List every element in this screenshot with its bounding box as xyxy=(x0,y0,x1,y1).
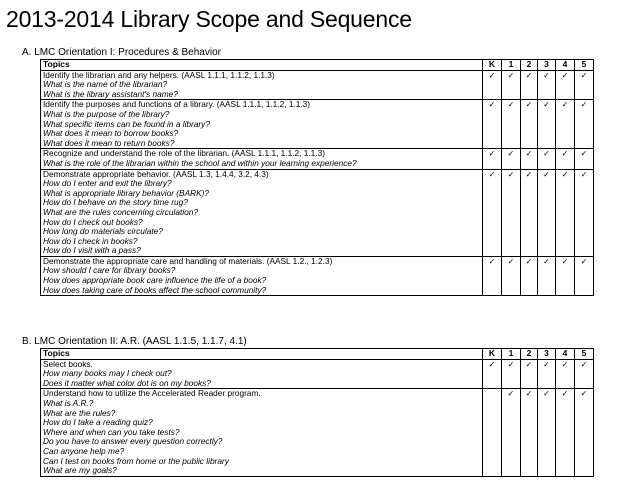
check-icon: ✓ xyxy=(575,169,594,256)
guiding-question: What specific items can be found in a library? xyxy=(43,119,210,129)
check-icon: ✓ xyxy=(521,100,538,149)
section-a-table xyxy=(40,59,594,296)
check-icon: ✓ xyxy=(538,256,556,295)
guiding-question: Do you have to answer every question correctly? xyxy=(43,437,223,447)
check-icon: ✓ xyxy=(556,100,575,149)
guiding-question: Where and when can you take tests? xyxy=(43,427,180,437)
grade-header-3: 3 xyxy=(538,349,556,360)
check-icon: ✓ xyxy=(483,169,502,256)
check-icon: ✓ xyxy=(538,359,556,389)
table-row xyxy=(41,169,594,256)
check-icon: ✓ xyxy=(483,256,502,295)
check-icon: ✓ xyxy=(502,389,521,476)
grade-header-2: 2 xyxy=(521,349,538,360)
check-icon: ✓ xyxy=(575,256,594,295)
guiding-question: What does it mean to return books? xyxy=(43,138,175,148)
guiding-question: What is the library assistant's name? xyxy=(43,89,178,99)
objective-text: Understand how to utilize the Accelerated Reader program. xyxy=(43,389,261,399)
table-row xyxy=(41,256,594,295)
table-header-row xyxy=(41,349,594,360)
grade-header-2: 2 xyxy=(521,60,538,71)
check-icon: ✓ xyxy=(556,169,575,256)
guiding-question: How long do materials circulate? xyxy=(43,227,163,237)
guiding-question: How does taking care of books affect the school community? xyxy=(43,285,267,295)
guiding-question: What are the rules concerning circulation? xyxy=(43,207,198,217)
check-icon: ✓ xyxy=(521,169,538,256)
guiding-question: How do I visit with a pass? xyxy=(43,246,141,256)
check-icon: ✓ xyxy=(538,389,556,476)
guiding-question: Can anyone help me? xyxy=(43,446,125,456)
grade-header-4: 4 xyxy=(556,60,575,71)
guiding-question: What is the purpose of the library? xyxy=(43,109,170,119)
guiding-question: What is A.R.? xyxy=(43,398,94,408)
check-icon: ✓ xyxy=(483,100,502,149)
table-row xyxy=(41,149,594,169)
guiding-question: How should I care for library books? xyxy=(43,266,176,276)
check-icon: ✓ xyxy=(538,100,556,149)
grade-header-k: K xyxy=(483,60,502,71)
check-icon: ✓ xyxy=(575,149,594,169)
check-icon: ✓ xyxy=(538,70,556,100)
grade-header-3: 3 xyxy=(538,60,556,71)
guiding-question: How do I enter and exit the library? xyxy=(43,179,172,189)
topic-cell xyxy=(41,70,483,100)
guiding-question: How do I check in books? xyxy=(43,236,138,246)
guiding-question: How do I behave on the story time rug? xyxy=(43,198,188,208)
guiding-question: What are the rules? xyxy=(43,408,116,418)
check-icon: ✓ xyxy=(575,100,594,149)
topic-cell xyxy=(41,389,483,476)
grade-header-1: 1 xyxy=(502,349,521,360)
guiding-question: How many books may I check out? xyxy=(43,369,172,379)
empty-grade-cell xyxy=(483,389,502,476)
topic-cell xyxy=(41,359,483,389)
check-icon: ✓ xyxy=(538,149,556,169)
guiding-question: What does it mean to borrow books? xyxy=(43,129,179,139)
check-icon: ✓ xyxy=(556,149,575,169)
guiding-question: How do I check out books? xyxy=(43,217,143,227)
topics-header: Topics xyxy=(41,349,483,360)
check-icon: ✓ xyxy=(556,389,575,476)
check-icon: ✓ xyxy=(502,149,521,169)
objective-text: Demonstrate appropriate behavior. (AASL 1.3, 1.4.4, 3.2, 4.3) xyxy=(43,169,269,179)
check-icon: ✓ xyxy=(556,256,575,295)
objective-text: Identify the librarian and any helpers. (AASL 1.1.1, 1.1.2, 1.1.3) xyxy=(43,70,275,80)
check-icon: ✓ xyxy=(483,359,502,389)
check-icon: ✓ xyxy=(575,389,594,476)
check-icon: ✓ xyxy=(483,149,502,169)
check-icon: ✓ xyxy=(538,169,556,256)
check-icon: ✓ xyxy=(483,70,502,100)
check-icon: ✓ xyxy=(556,359,575,389)
check-icon: ✓ xyxy=(556,70,575,100)
check-icon: ✓ xyxy=(502,256,521,295)
check-icon: ✓ xyxy=(575,359,594,389)
check-icon: ✓ xyxy=(521,70,538,100)
section-a-heading: A. LMC Orientation I: Procedures & Behavior xyxy=(22,47,221,58)
guiding-question: What are my goals? xyxy=(43,466,117,476)
table-header-row xyxy=(41,60,594,71)
guiding-question: What is the role of the librarian within the school and within your learning experience? xyxy=(43,158,357,168)
check-icon: ✓ xyxy=(502,359,521,389)
objective-text: Recognize and understand the role of the librarian. (AASL 1.1.1, 1.1.2, 1.1.3) xyxy=(43,149,325,159)
table-row xyxy=(41,70,594,100)
grade-header-1: 1 xyxy=(502,60,521,71)
check-icon: ✓ xyxy=(502,169,521,256)
section-b-table xyxy=(40,348,594,477)
guiding-question: How does appropriate book care influence the life of a book? xyxy=(43,276,267,286)
check-icon: ✓ xyxy=(521,256,538,295)
topic-cell xyxy=(41,169,483,256)
check-icon: ✓ xyxy=(502,100,521,149)
page-title: 2013-2014 Library Scope and Sequence xyxy=(6,6,412,32)
table-row xyxy=(41,359,594,389)
topic-cell xyxy=(41,100,483,149)
objective-text: Identify the purposes and functions of a library. (AASL 1.1.1, 1.1.2, 1.1.3) xyxy=(43,100,311,110)
guiding-question: Does it matter what color dot is on my books? xyxy=(43,378,211,388)
grade-header-4: 4 xyxy=(556,349,575,360)
check-icon: ✓ xyxy=(521,389,538,476)
check-icon: ✓ xyxy=(502,70,521,100)
table-row xyxy=(41,100,594,149)
check-icon: ✓ xyxy=(521,149,538,169)
table-row xyxy=(41,389,594,476)
guiding-question: What is appropriate library behavior (BARK)? xyxy=(43,188,210,198)
topic-cell xyxy=(41,256,483,295)
objective-text: Demonstrate the appropriate care and handling of materials. (AASL 1.2., 1.2.3) xyxy=(43,256,333,266)
grade-header-5: 5 xyxy=(575,349,594,360)
section-b-heading: B. LMC Orientation II: A.R. (AASL 1.1.5, 1.1.7, 4.1) xyxy=(22,336,247,347)
grade-header-k: K xyxy=(483,349,502,360)
topics-header: Topics xyxy=(41,60,483,71)
check-icon: ✓ xyxy=(521,359,538,389)
check-icon: ✓ xyxy=(575,70,594,100)
topic-cell xyxy=(41,149,483,169)
grade-header-5: 5 xyxy=(575,60,594,71)
guiding-question: Can I test on books from home or the public library xyxy=(43,456,229,466)
objective-text: Select books. xyxy=(43,359,93,369)
guiding-question: How do I take a reading quiz? xyxy=(43,418,153,428)
guiding-question: What is the name of the librarian? xyxy=(43,80,168,90)
